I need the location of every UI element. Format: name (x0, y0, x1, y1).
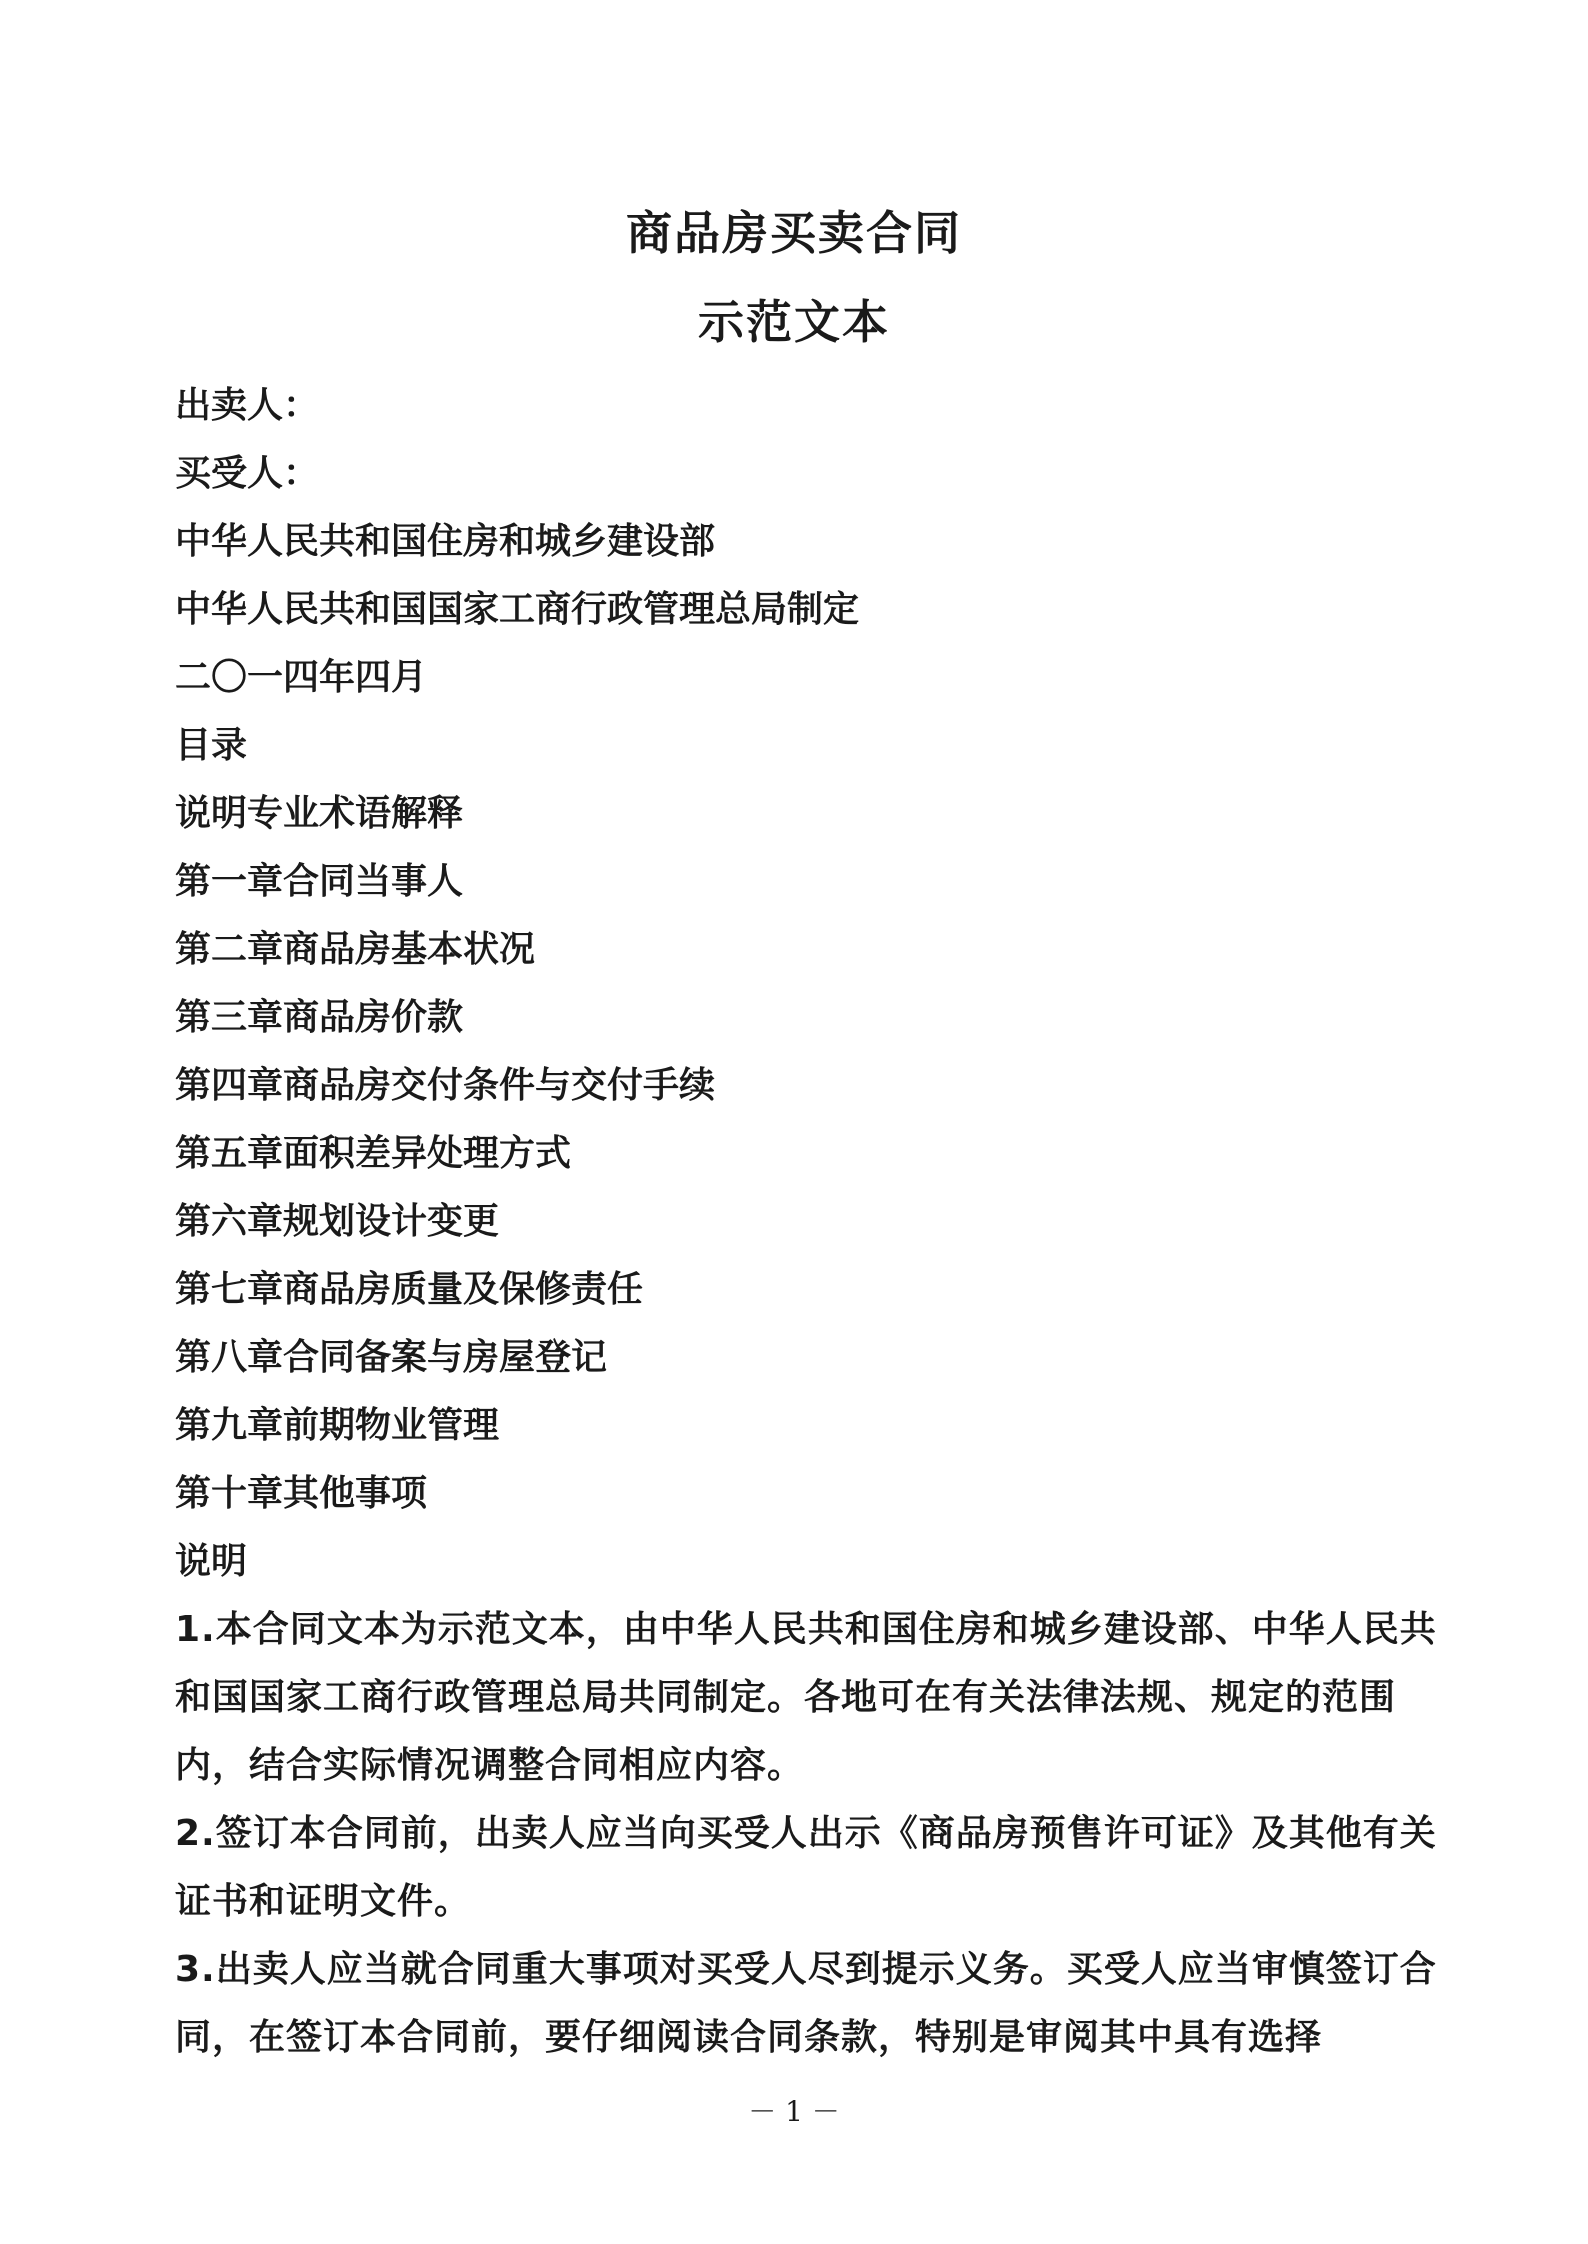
seller-label: 出卖人： (175, 385, 320, 426)
buyer-label: 买受人： (175, 453, 320, 494)
document-subtitle: 示范文本 (698, 295, 890, 349)
toc-item: 第四章商品房交付条件与交付手续 (175, 1065, 716, 1106)
toc-heading: 目录 (175, 725, 248, 766)
document-title: 商品房买卖合同 (626, 206, 962, 260)
page-number: － 1 － (748, 2095, 840, 2128)
issue-date: 二〇一四年四月 (175, 657, 428, 698)
toc-item: 第三章商品房价款 (175, 997, 464, 1038)
issuer-ministry-housing: 中华人民共和国住房和城乡建设部 (175, 521, 716, 562)
toc-item: 第七章商品房质量及保修责任 (175, 1269, 644, 1310)
notes-heading: 说明 (175, 1541, 248, 1582)
notes-paragraph-1: 1.本合同文本为示范文本，由中华人民共和国住房和城乡建设部、中华人民共和国国家工商行政管理总局共同制定。各地可在有关法律法规、规定的范围内，结合实际情况调整合同相应内容。 (175, 1609, 1437, 1786)
toc-item: 第九章前期物业管理 (175, 1405, 500, 1446)
toc-item: 第六章规划设计变更 (175, 1201, 500, 1242)
toc-item: 第一章合同当事人 (175, 861, 464, 902)
notes-paragraph-3: 3.出卖人应当就合同重大事项对买受人尽到提示义务。买受人应当审慎签订合同，在签订本合同前，要仔细阅读合同条款，特别是审阅其中具有选择 (175, 1949, 1437, 2058)
toc-item: 第五章面积差异处理方式 (175, 1133, 572, 1174)
toc-item: 第二章商品房基本状况 (175, 929, 536, 970)
toc-item: 第八章合同备案与房屋登记 (175, 1337, 608, 1378)
notes-paragraph-2: 2.签订本合同前，出卖人应当向买受人出示《商品房预售许可证》及其他有关证书和证明文件。 (175, 1813, 1437, 1922)
toc-item: 第十章其他事项 (175, 1473, 428, 1514)
toc-item: 说明专业术语解释 (175, 793, 464, 834)
issuer-administration-industry-commerce: 中华人民共和国国家工商行政管理总局制定 (175, 589, 860, 630)
document-body (175, 372, 1440, 2072)
